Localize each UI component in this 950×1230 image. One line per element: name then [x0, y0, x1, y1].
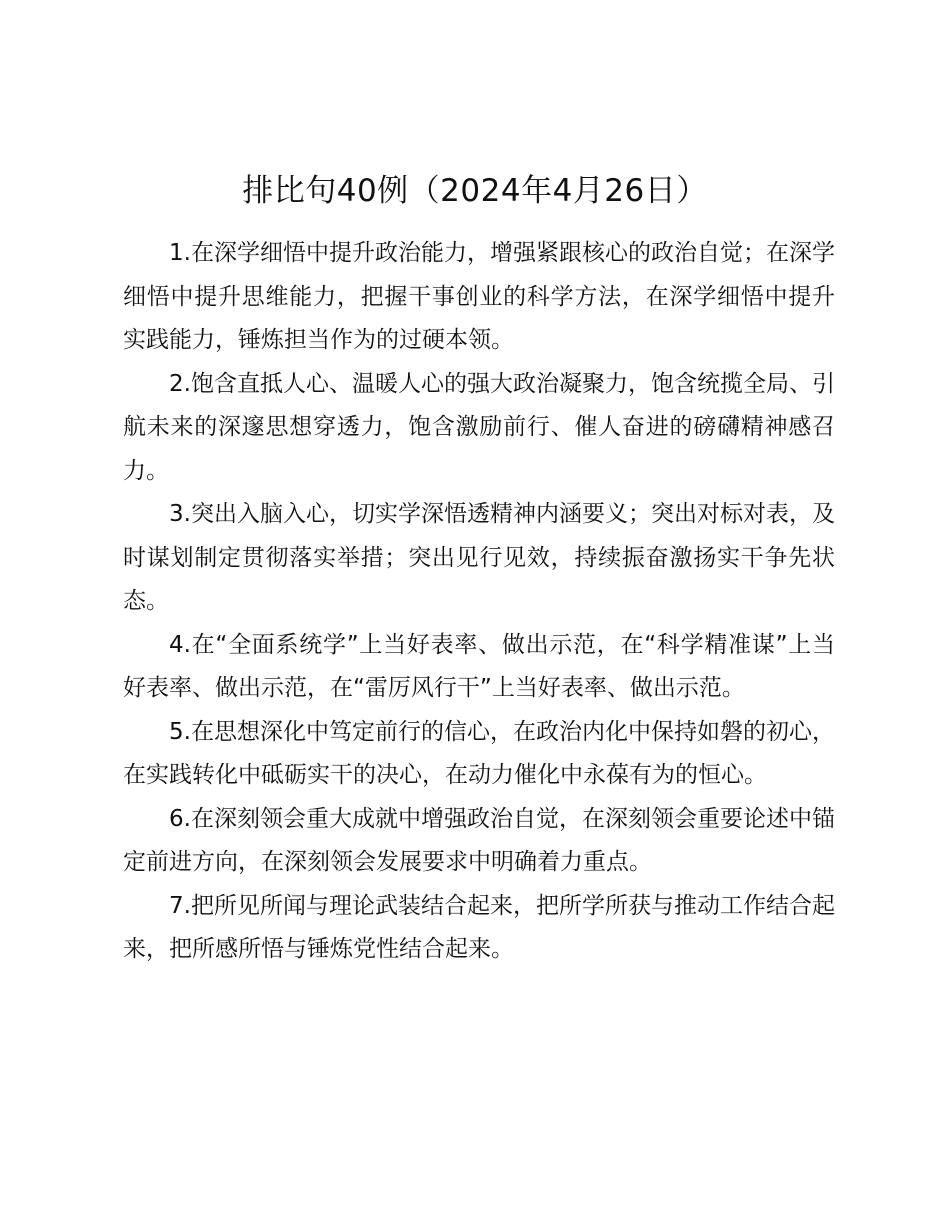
- paragraph-2: 2.饱含直抵人心、温暖人心的强大政治凝聚力，饱含统揽全局、引航未来的深邃思想穿透力，饱含激励前行、催人奋进的磅礴精神感召力。: [123, 370, 835, 484]
- document-title: 排比句40例（2024年4月26日）: [242, 173, 708, 209]
- paragraph-6: 6.在深刻领会重大成就中增强政治自觉，在深刻领会重要论述中锚定前进方向，在深刻领会发展要求中明确着力重点。: [123, 805, 835, 875]
- paragraph-3: 3.突出入脑入心，切实学深悟透精神内涵要义；突出对标对表，及时谋划制定贯彻落实举措；突出见行见效，持续振奋激扬实干争先状态。: [123, 501, 835, 614]
- paragraph-4: 4.在“全面系统学”上当好表率、做出示范，在“科学精准谋”上当好表率、做出示范，在“雷厉风行干”上当好表率、做出示范。: [123, 631, 835, 701]
- document-body: [123, 232, 835, 972]
- paragraph-7: 7.把所见所闻与理论武装结合起来，把所学所获与推动工作结合起来，把所感所悟与锤炼党性结合起来。: [123, 892, 835, 962]
- paragraph-1: 1.在深学细悟中提升政治能力，增强紧跟核心的政治自觉；在深学细悟中提升思维能力，把握干事创业的科学方法，在深学细悟中提升实践能力，锤炼担当作为的过硬本领。: [123, 240, 835, 353]
- paragraph-5: 5.在思想深化中笃定前行的信心，在政治内化中保持如磐的初心，在实践转化中砥砺实干的决心，在动力催化中永葆有为的恒心。: [123, 718, 835, 788]
